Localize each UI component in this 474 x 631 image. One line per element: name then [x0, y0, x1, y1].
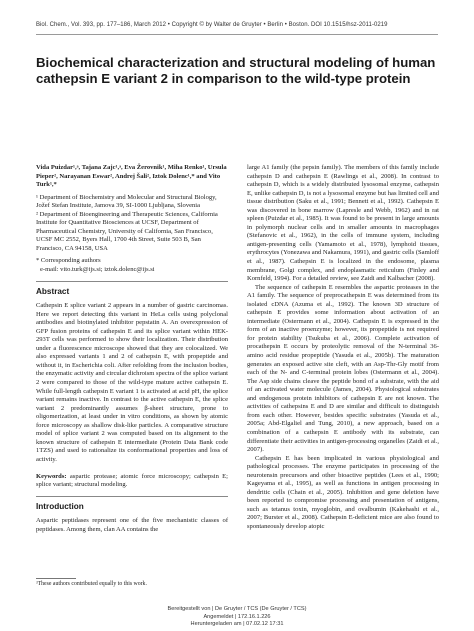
body-paragraph-3: Cathepsin E has been implicated in various physiological and pathological processes. The enzyme participates in processing of the neurotensin precursors and other bioactive peptides (Lees et al., 1990; Kageyama et al., 1995), as well as functions in antigen processing in dendritic cells (Chain et al., 2005). Inhibition and gene deletion have been reported to compromise processing and presentation of antigens, such as tetanus toxin, myoglobin, and ovalbumin (Kakehashi et al., 2007; Burster et al., 2008). Cathepsin E-deficient mice are also found to spontaneously develop atopic: [247, 454, 439, 530]
affiliation-1: ¹ Department of Biochemistry and Molecular and Structural Biology, Jožef Stefan Institute, Jamova 39, SI-1000 Ljubljana, Slovenia: [36, 193, 217, 210]
download-stamp: [0, 606, 474, 629]
footnote: [36, 578, 228, 588]
abstract-text: Cathepsin E splice variant 2 appears in a number of gastric carcinomas. Here we report detecting this variant in HeLa cells using polyclonal antibodies and biotinylated inhibitor pepstatin A. An overexpression of GFP fusion proteins of cathepsin E and its splice variant within HEK-293T cells was performed to show their localization. Their distribution under a fluorescence microscope showed that they are colocalized. We also expressed variants 1 and 2 of cathepsin E, with propeptide and without it, in Escherichia coli. After refolding from the inclusion bodies, the enzymatic activity and circular dichroism spectra of the splice variant 2 were compared to those of the wild-type mature active cathepsin E. While full-length cathepsin E variant 1 is activated at acid pH, the splice variant remains inactive. In contrast to the active cathepsin E, the splice variant 2 predominantly assumes β-sheet structure, prone to oligomerization, at least under in vitro conditions, as shown by atomic force microscopy as shallow disk-like particles. A comparative structure model of splice variant 2 was computed based on its alignment to the known structure of cathepsin E intermediate (Protein Data Bank code 1TZS) and used to rationalize its conformational properties and loss of activity.: [36, 302, 228, 463]
keywords-text: aspartic protease; atomic force microscopy; cathepsin E; splice variant; structural modeling.: [36, 472, 228, 489]
correspondence-email: e-mail: vito.turk@ijs.si; iztok.dolenc@ijs.si: [40, 266, 155, 274]
download-stamp-line-3: Heruntergeladen am | 07.02.12 17:31: [190, 621, 284, 628]
journal-citation-header: Biol. Chem., Vol. 393, pp. 177–186, March 2012 • Copyright © by Walter de Gruyter • Berlin • Boston. DOI 10.1515/hsz-2011-0219: [36, 22, 388, 28]
download-stamp-line-2: Angemeldet | 172.16.1.226: [203, 613, 271, 620]
correspondence-label: * Corresponding authors: [36, 257, 101, 265]
right-column: [247, 164, 439, 532]
footnote-rule: [36, 578, 76, 579]
keywords-label: Keywords:: [36, 472, 67, 480]
introduction-text: Aspartic peptidases represent one of the five mechanistic classes of peptidases. Among them, clan AA contains the: [36, 517, 228, 533]
body-paragraph-2: The sequence of cathepsin E resembles the aspartic proteases in the A1 family. The sequence of preprocathepsin E was determined from its isolated cDNA (Azuma et al., 1992). The known 3D structure of cathepsin E provides some information about activation of an intermediate (Ostermann et al., 2004). Cathepsin E is expressed in the form of an inactive proenzyme; however, its propeptide is not required for protein stability (Tsukuba et al., 2006). Complete activation of procathepsin E occurs by proteolytic removal of the N-terminal 36-amino acid residue propeptide (Yasuda et al., 2005b). The maturation generates an exposed active site cleft, with an Asp-Thr-Gly motif from each of the N- and C-terminal protein lobes (Ostermann et al., 2004). The Asp side chains cleave the peptide bond of a substrate, with the aid of an activated water molecule (James, 2004). Physiological substrates and endogenous protein inhibitors of cathepsin E are not known. The activities of cathepsins E and D are similar and difficult to distinguish from each other. However, besides specific substrates (Yasuda et al., 2005a; Abd-Elgaliel and Tung, 2010), a new approach, based on a combination of a cathepsin E antibody with its substrate, can differentiate their activities in antigen-processing organelles (Zaidi et al., 2007).: [247, 283, 439, 454]
affiliation-2: ² Department of Bioengineering and Therapeutic Sciences, California Institute for Quantitative Biosciences at UCSF, Department of Pharmaceutical Chemistry, University of California, San Francisco, UCSF MC 2552, Byers Hall, 1700 4th Street, Suite 503 B, San Francisco, CA 94158, USA: [36, 210, 218, 252]
download-stamp-line-1: Bereitgestellt von | De Gruyter / TCS (De Gruyter / TCS): [167, 606, 307, 612]
abstract-bottom-rule: [36, 496, 228, 497]
body-paragraph-1: large A1 family (the pepsin family). The members of this family include cathepsin D and cathepsin E (Rawlings et al., 2008). In contrast to cathepsin D, which is a widely distributed lysosomal enzyme, cathepsin E, unlike cathepsin D, is not a lysosomal enzyme but has limited cell and tissue distribution (Saku et al., 1991; Bennett et al., 1992). Cathepsin E was discovered in bone marrow (Lapresle and Webb, 1962) and in rat spleen (Puizdar et al., 1985). It was found to be present in large amounts in polymorph nuclear cells and in smaller amounts in macrophages (Stefanovic et al., 1962), in the cells of immune system, including antigen-presenting cells (Yamamoto et al., 1978), lymphoid tissues, erythrocytes (Yonezawa and Nakamura, 1991), and gastric cells (Samloff et al., 1987). Cathepsin E is localized in the endosome, plasma membrane, Golgi complex, and endoplasmatic reticulum (Finley and Kornfeld, 1994). For a detailed review, see Zaidi and Kalbacher (2008).: [247, 164, 439, 283]
correspondence: [36, 257, 228, 274]
article-title: Biochemical characterization and structural modeling of human cathepsin E variant 2 in comparison to the wild-type protein: [36, 55, 436, 86]
author-list: Vida Puizdar¹,ᵃ, Tajana Zajc¹,ᵃ, Eva Žerovnik¹, Miha Renko¹, Ursula Pieper², Narayanan Eswar², Andrej Šali², Iztok Dolenc¹,* and Vito Turk¹,*: [36, 164, 227, 189]
footnote-text: ᵃThese authors contributed equally to this work.: [36, 581, 147, 587]
introduction: [36, 517, 228, 534]
affiliations: [36, 194, 228, 254]
introduction-heading: Introduction: [36, 501, 84, 511]
abstract-top-rule: [36, 281, 228, 282]
header-divider: [36, 34, 438, 35]
abstract-heading: Abstract: [36, 286, 70, 296]
left-column: [36, 164, 228, 534]
keywords: [36, 473, 228, 490]
